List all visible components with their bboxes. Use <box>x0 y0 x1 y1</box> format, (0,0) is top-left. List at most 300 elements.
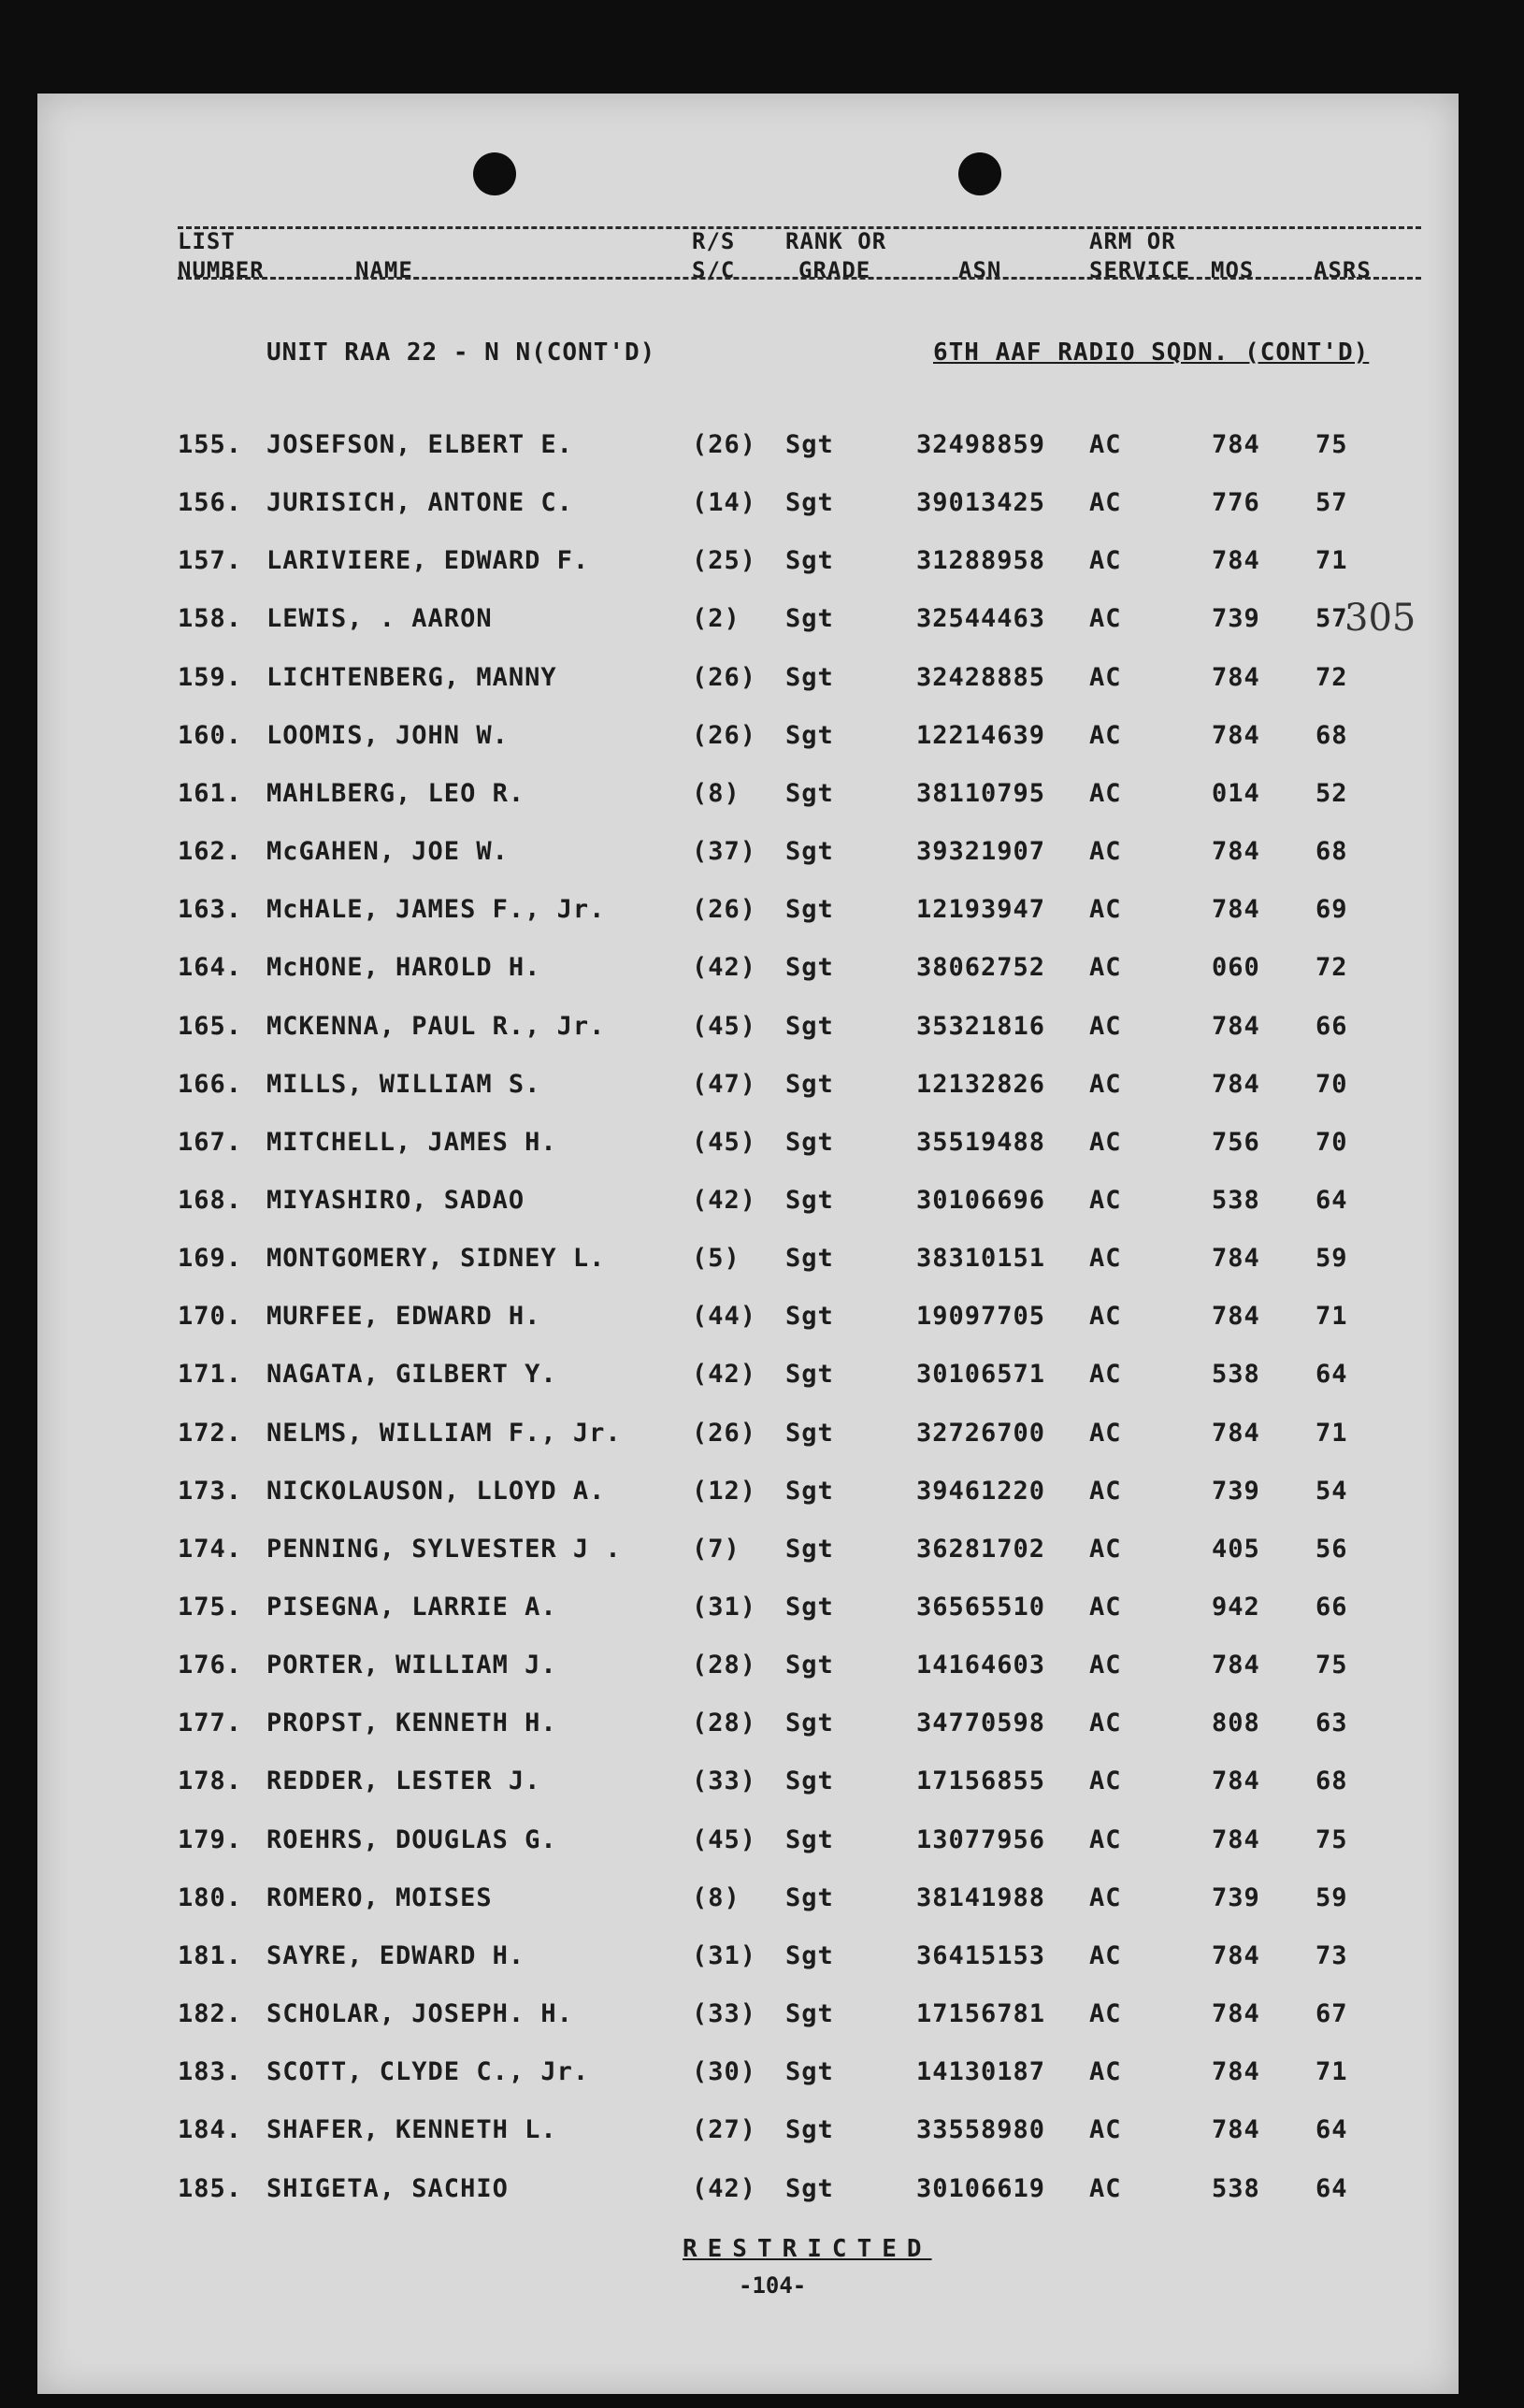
unit-designation: UNIT RAA 22 - N N(CONT'D) <box>266 339 656 367</box>
asn-value: 13077956 <box>916 1824 1046 1854</box>
rank-grade: Sgt <box>785 953 834 983</box>
mos-code: 739 <box>1212 604 1260 634</box>
table-row <box>37 1128 1459 1165</box>
asrs-score: 66 <box>1316 1593 1348 1622</box>
asrs-score: 69 <box>1316 895 1348 925</box>
arm-service: AC <box>1089 546 1122 576</box>
mos-code: 784 <box>1212 1011 1260 1041</box>
person-name: MITCHELL, JAMES H. <box>266 1127 557 1157</box>
rs-sc-value: (25) <box>692 546 757 576</box>
person-name: REDDER, LESTER J. <box>266 1766 541 1796</box>
table-row <box>37 488 1459 526</box>
asrs-score: 63 <box>1316 1709 1348 1738</box>
header-rs-line2: S/C <box>692 257 736 283</box>
asrs-score: 52 <box>1316 778 1348 808</box>
header-rank-line2: GRADE <box>798 257 871 283</box>
mos-code: 784 <box>1212 1766 1260 1796</box>
restricted-marking: RESTRICTED <box>683 2235 932 2263</box>
rank-grade: Sgt <box>785 720 834 750</box>
list-number: 170. <box>178 1302 243 1332</box>
rank-grade: Sgt <box>785 837 834 867</box>
rs-sc-value: (31) <box>692 1593 757 1622</box>
table-row <box>37 1941 1459 1979</box>
rs-sc-value: (26) <box>692 662 757 692</box>
asrs-score: 73 <box>1316 1940 1348 1970</box>
arm-service: AC <box>1089 837 1122 867</box>
asrs-score: 67 <box>1316 1999 1348 2029</box>
person-name: LARIVIERE, EDWARD F. <box>266 546 590 576</box>
arm-service: AC <box>1089 1940 1122 1970</box>
list-number: 161. <box>178 778 243 808</box>
rs-sc-value: (33) <box>692 1766 757 1796</box>
rs-sc-value: (26) <box>692 430 757 459</box>
list-number: 162. <box>178 837 243 867</box>
arm-service: AC <box>1089 778 1122 808</box>
mos-code: 784 <box>1212 1302 1260 1332</box>
asrs-score: 59 <box>1316 1882 1348 1912</box>
asn-value: 12132826 <box>916 1069 1046 1099</box>
person-name: PISEGNA, LARRIE A. <box>266 1593 557 1622</box>
arm-service: AC <box>1089 2115 1122 2145</box>
rank-grade: Sgt <box>785 1476 834 1506</box>
header-arm-line2: SERVICE <box>1089 257 1191 283</box>
asrs-score: 68 <box>1316 837 1348 867</box>
asrs-score: 64 <box>1316 2115 1348 2145</box>
asrs-score: 68 <box>1316 1766 1348 1796</box>
mos-code: 739 <box>1212 1882 1260 1912</box>
asn-value: 32726700 <box>916 1418 1046 1448</box>
person-name: LEWIS, . AARON <box>266 604 493 634</box>
arm-service: AC <box>1089 1882 1122 1912</box>
table-row <box>37 1186 1459 1223</box>
person-name: McHONE, HAROLD H. <box>266 953 541 983</box>
person-name: SCOTT, CLYDE C., Jr. <box>266 2057 590 2087</box>
asn-value: 35321816 <box>916 1011 1046 1041</box>
list-number: 182. <box>178 1999 243 2029</box>
table-row <box>37 1709 1459 1746</box>
arm-service: AC <box>1089 1651 1122 1680</box>
asn-value: 30106571 <box>916 1360 1046 1390</box>
asn-value: 36281702 <box>916 1534 1046 1564</box>
rs-sc-value: (2) <box>692 604 740 634</box>
person-name: NICKOLAUSON, LLOYD A. <box>266 1476 606 1506</box>
asrs-score: 64 <box>1316 2173 1348 2203</box>
list-number: 175. <box>178 1593 243 1622</box>
mos-code: 784 <box>1212 1651 1260 1680</box>
arm-service: AC <box>1089 1593 1122 1622</box>
rank-grade: Sgt <box>785 1709 834 1738</box>
rank-grade: Sgt <box>785 1011 834 1041</box>
table-row <box>37 1766 1459 1804</box>
rs-sc-value: (33) <box>692 1999 757 2029</box>
mos-code: 538 <box>1212 1360 1260 1390</box>
asn-value: 14164603 <box>916 1651 1046 1680</box>
asn-value: 33558980 <box>916 2115 1046 2145</box>
list-number: 164. <box>178 953 243 983</box>
arm-service: AC <box>1089 1011 1122 1041</box>
list-number: 159. <box>178 662 243 692</box>
rs-sc-value: (30) <box>692 2057 757 2087</box>
asrs-score: 70 <box>1316 1069 1348 1099</box>
header-list-line1: LIST <box>178 228 236 254</box>
list-number: 167. <box>178 1127 243 1157</box>
person-name: SHIGETA, SACHIO <box>266 2173 509 2203</box>
list-number: 173. <box>178 1476 243 1506</box>
person-name: PENNING, SYLVESTER J . <box>266 1534 622 1564</box>
arm-service: AC <box>1089 2057 1122 2087</box>
rank-grade: Sgt <box>785 1999 834 2029</box>
rs-sc-value: (7) <box>692 1534 740 1564</box>
rank-grade: Sgt <box>785 778 834 808</box>
mos-code: 784 <box>1212 1069 1260 1099</box>
rs-sc-value: (12) <box>692 1476 757 1506</box>
asn-value: 32428885 <box>916 662 1046 692</box>
mos-code: 784 <box>1212 546 1260 576</box>
table-row <box>37 1477 1459 1514</box>
arm-service: AC <box>1089 1766 1122 1796</box>
list-number: 174. <box>178 1534 243 1564</box>
list-number: 168. <box>178 1185 243 1215</box>
person-name: ROEHRS, DOUGLAS G. <box>266 1824 557 1854</box>
rank-grade: Sgt <box>785 1593 834 1622</box>
list-number: 184. <box>178 2115 243 2145</box>
table-row <box>37 837 1459 874</box>
table-row <box>37 1651 1459 1688</box>
table-row <box>37 1360 1459 1397</box>
asrs-score: 66 <box>1316 1011 1348 1041</box>
rs-sc-value: (8) <box>692 1882 740 1912</box>
person-name: JOSEFSON, ELBERT E. <box>266 430 573 459</box>
rank-grade: Sgt <box>785 1651 834 1680</box>
asn-value: 38141988 <box>916 1882 1046 1912</box>
table-row <box>37 1535 1459 1572</box>
header-rank-line1: RANK OR <box>785 228 887 254</box>
list-number: 171. <box>178 1360 243 1390</box>
asrs-score: 75 <box>1316 1824 1348 1854</box>
person-name: MCKENNA, PAUL R., Jr. <box>266 1011 606 1041</box>
person-name: JURISICH, ANTONE C. <box>266 488 573 518</box>
rank-grade: Sgt <box>785 1418 834 1448</box>
asn-value: 32544463 <box>916 604 1046 634</box>
arm-service: AC <box>1089 1824 1122 1854</box>
unit-squadron: 6TH AAF RADIO SQDN. (CONT'D) <box>933 339 1370 367</box>
rs-sc-value: (37) <box>692 837 757 867</box>
mos-code: 784 <box>1212 430 1260 459</box>
rs-sc-value: (31) <box>692 1940 757 1970</box>
asn-value: 39461220 <box>916 1476 1046 1506</box>
arm-service: AC <box>1089 604 1122 634</box>
header-divider-bottom <box>178 277 1421 280</box>
list-number: 177. <box>178 1709 243 1738</box>
list-number: 178. <box>178 1766 243 1796</box>
list-number: 155. <box>178 430 243 459</box>
arm-service: AC <box>1089 1185 1122 1215</box>
arm-service: AC <box>1089 895 1122 925</box>
rank-grade: Sgt <box>785 1824 834 1854</box>
asn-value: 32498859 <box>916 430 1046 459</box>
mos-code: 942 <box>1212 1593 1260 1622</box>
rank-grade: Sgt <box>785 1940 834 1970</box>
rs-sc-value: (45) <box>692 1011 757 1041</box>
rs-sc-value: (28) <box>692 1651 757 1680</box>
person-name: PROPST, KENNETH H. <box>266 1709 557 1738</box>
arm-service: AC <box>1089 1127 1122 1157</box>
list-number: 160. <box>178 720 243 750</box>
rs-sc-value: (26) <box>692 895 757 925</box>
table-row <box>37 663 1459 700</box>
asn-value: 35519488 <box>916 1127 1046 1157</box>
person-name: ROMERO, MOISES <box>266 1882 493 1912</box>
rs-sc-value: (47) <box>692 1069 757 1099</box>
punch-hole-left <box>473 152 516 195</box>
rs-sc-value: (14) <box>692 488 757 518</box>
rank-grade: Sgt <box>785 2115 834 2145</box>
arm-service: AC <box>1089 1476 1122 1506</box>
mos-code: 784 <box>1212 1999 1260 2029</box>
asn-value: 14130187 <box>916 2057 1046 2087</box>
arm-service: AC <box>1089 1069 1122 1099</box>
asrs-score: 75 <box>1316 430 1348 459</box>
table-row <box>37 1883 1459 1921</box>
asrs-score: 57 <box>1316 604 1348 634</box>
mos-code: 756 <box>1212 1127 1260 1157</box>
asn-value: 39013425 <box>916 488 1046 518</box>
rs-sc-value: (42) <box>692 2173 757 2203</box>
table-row <box>37 2057 1459 2095</box>
person-name: NAGATA, GILBERT Y. <box>266 1360 557 1390</box>
asrs-score: 75 <box>1316 1651 1348 1680</box>
person-name: LOOMIS, JOHN W. <box>266 720 509 750</box>
list-number: 157. <box>178 546 243 576</box>
arm-service: AC <box>1089 1244 1122 1274</box>
table-row <box>37 546 1459 584</box>
punch-hole-right <box>958 152 1001 195</box>
list-number: 156. <box>178 488 243 518</box>
asrs-score: 64 <box>1316 1360 1348 1390</box>
asn-value: 36415153 <box>916 1940 1046 1970</box>
list-number: 180. <box>178 1882 243 1912</box>
mos-code: 538 <box>1212 2173 1260 2203</box>
person-name: SAYRE, EDWARD H. <box>266 1940 525 1970</box>
person-name: PORTER, WILLIAM J. <box>266 1651 557 1680</box>
document-page <box>37 94 1459 2394</box>
header-name: NAME <box>355 257 413 283</box>
person-name: MILLS, WILLIAM S. <box>266 1069 541 1099</box>
asn-value: 34770598 <box>916 1709 1046 1738</box>
asrs-score: 56 <box>1316 1534 1348 1564</box>
arm-service: AC <box>1089 1534 1122 1564</box>
rank-grade: Sgt <box>785 488 834 518</box>
table-row <box>37 721 1459 758</box>
list-number: 163. <box>178 895 243 925</box>
asn-value: 36565510 <box>916 1593 1046 1622</box>
asrs-score: 70 <box>1316 1127 1348 1157</box>
mos-code: 784 <box>1212 662 1260 692</box>
table-row <box>37 430 1459 468</box>
person-name: MURFEE, EDWARD H. <box>266 1302 541 1332</box>
rank-grade: Sgt <box>785 1534 834 1564</box>
person-name: McHALE, JAMES F., Jr. <box>266 895 606 925</box>
mos-code: 776 <box>1212 488 1260 518</box>
mos-code: 808 <box>1212 1709 1260 1738</box>
table-row <box>37 1419 1459 1456</box>
mos-code: 784 <box>1212 1940 1260 1970</box>
rank-grade: Sgt <box>785 1882 834 1912</box>
table-row <box>37 1244 1459 1281</box>
person-name: SHAFER, KENNETH L. <box>266 2115 557 2145</box>
rank-grade: Sgt <box>785 662 834 692</box>
table-row <box>37 604 1459 642</box>
person-name: MONTGOMERY, SIDNEY L. <box>266 1244 606 1274</box>
asn-value: 30106619 <box>916 2173 1046 2203</box>
rs-sc-value: (45) <box>692 1127 757 1157</box>
rank-grade: Sgt <box>785 1244 834 1274</box>
person-name: SCHOLAR, JOSEPH. H. <box>266 1999 573 2029</box>
mos-code: 060 <box>1212 953 1260 983</box>
header-list-line2: NUMBER <box>178 257 265 283</box>
rank-grade: Sgt <box>785 1360 834 1390</box>
arm-service: AC <box>1089 1999 1122 2029</box>
page-stamp-number: 305 <box>1344 597 1416 640</box>
list-number: 183. <box>178 2057 243 2087</box>
list-number: 165. <box>178 1011 243 1041</box>
rank-grade: Sgt <box>785 430 834 459</box>
list-number: 176. <box>178 1651 243 1680</box>
asrs-score: 64 <box>1316 1185 1348 1215</box>
table-row <box>37 1593 1459 1630</box>
rs-sc-value: (27) <box>692 2115 757 2145</box>
arm-service: AC <box>1089 720 1122 750</box>
rs-sc-value: (42) <box>692 953 757 983</box>
list-number: 181. <box>178 1940 243 1970</box>
arm-service: AC <box>1089 1418 1122 1448</box>
arm-service: AC <box>1089 662 1122 692</box>
rank-grade: Sgt <box>785 1302 834 1332</box>
rank-grade: Sgt <box>785 1069 834 1099</box>
table-row <box>37 1070 1459 1107</box>
rs-sc-value: (44) <box>692 1302 757 1332</box>
list-number: 185. <box>178 2173 243 2203</box>
person-name: MAHLBERG, LEO R. <box>266 778 525 808</box>
arm-service: AC <box>1089 430 1122 459</box>
asn-value: 38062752 <box>916 953 1046 983</box>
person-name: NELMS, WILLIAM F., Jr. <box>266 1418 622 1448</box>
list-number: 179. <box>178 1824 243 1854</box>
table-row <box>37 2115 1459 2153</box>
asn-value: 38110795 <box>916 778 1046 808</box>
header-arm-line1: ARM OR <box>1089 228 1176 254</box>
rank-grade: Sgt <box>785 2057 834 2087</box>
rank-grade: Sgt <box>785 1185 834 1215</box>
asrs-score: 54 <box>1316 1476 1348 1506</box>
mos-code: 784 <box>1212 837 1260 867</box>
table-row <box>37 2174 1459 2212</box>
list-number: 169. <box>178 1244 243 1274</box>
arm-service: AC <box>1089 488 1122 518</box>
asn-value: 31288958 <box>916 546 1046 576</box>
person-name: McGAHEN, JOE W. <box>266 837 509 867</box>
asrs-score: 57 <box>1316 488 1348 518</box>
mos-code: 784 <box>1212 1418 1260 1448</box>
person-name: MIYASHIRO, SADAO <box>266 1185 525 1215</box>
asrs-score: 59 <box>1316 1244 1348 1274</box>
rs-sc-value: (45) <box>692 1824 757 1854</box>
table-row <box>37 1825 1459 1863</box>
table-row <box>37 953 1459 990</box>
mos-code: 784 <box>1212 720 1260 750</box>
rs-sc-value: (8) <box>692 778 740 808</box>
header-asrs: ASRS <box>1314 257 1372 283</box>
asn-value: 30106696 <box>916 1185 1046 1215</box>
asrs-score: 72 <box>1316 662 1348 692</box>
table-row <box>37 1012 1459 1049</box>
mos-code: 784 <box>1212 1244 1260 1274</box>
table-row <box>37 895 1459 932</box>
rank-grade: Sgt <box>785 604 834 634</box>
page-number: -104- <box>739 2272 807 2299</box>
list-number: 166. <box>178 1069 243 1099</box>
rank-grade: Sgt <box>785 1127 834 1157</box>
header-rs-line1: R/S <box>692 228 736 254</box>
asn-value: 39321907 <box>916 837 1046 867</box>
asrs-score: 71 <box>1316 2057 1348 2087</box>
person-name: LICHTENBERG, MANNY <box>266 662 557 692</box>
list-number: 158. <box>178 604 243 634</box>
header-asn: ASN <box>958 257 1002 283</box>
asn-value: 12214639 <box>916 720 1046 750</box>
asn-value: 19097705 <box>916 1302 1046 1332</box>
rs-sc-value: (28) <box>692 1709 757 1738</box>
rank-grade: Sgt <box>785 546 834 576</box>
mos-code: 014 <box>1212 778 1260 808</box>
rank-grade: Sgt <box>785 1766 834 1796</box>
asrs-score: 71 <box>1316 546 1348 576</box>
arm-service: AC <box>1089 1360 1122 1390</box>
table-row <box>37 779 1459 816</box>
mos-code: 739 <box>1212 1476 1260 1506</box>
table-row <box>37 1999 1459 2037</box>
arm-service: AC <box>1089 2173 1122 2203</box>
header-mos: MOS <box>1211 257 1255 283</box>
mos-code: 405 <box>1212 1534 1260 1564</box>
asrs-score: 72 <box>1316 953 1348 983</box>
arm-service: AC <box>1089 953 1122 983</box>
asrs-score: 71 <box>1316 1418 1348 1448</box>
rs-sc-value: (26) <box>692 1418 757 1448</box>
asrs-score: 71 <box>1316 1302 1348 1332</box>
mos-code: 784 <box>1212 1824 1260 1854</box>
asrs-score: 68 <box>1316 720 1348 750</box>
asn-value: 17156781 <box>916 1999 1046 2029</box>
list-number: 172. <box>178 1418 243 1448</box>
header-divider-top <box>178 226 1421 229</box>
mos-code: 784 <box>1212 895 1260 925</box>
arm-service: AC <box>1089 1302 1122 1332</box>
arm-service: AC <box>1089 1709 1122 1738</box>
rs-sc-value: (5) <box>692 1244 740 1274</box>
asn-value: 12193947 <box>916 895 1046 925</box>
rs-sc-value: (42) <box>692 1360 757 1390</box>
mos-code: 784 <box>1212 2057 1260 2087</box>
mos-code: 784 <box>1212 2115 1260 2145</box>
mos-code: 538 <box>1212 1185 1260 1215</box>
rs-sc-value: (42) <box>692 1185 757 1215</box>
table-row <box>37 1302 1459 1339</box>
rank-grade: Sgt <box>785 2173 834 2203</box>
rank-grade: Sgt <box>785 895 834 925</box>
asn-value: 38310151 <box>916 1244 1046 1274</box>
rs-sc-value: (26) <box>692 720 757 750</box>
